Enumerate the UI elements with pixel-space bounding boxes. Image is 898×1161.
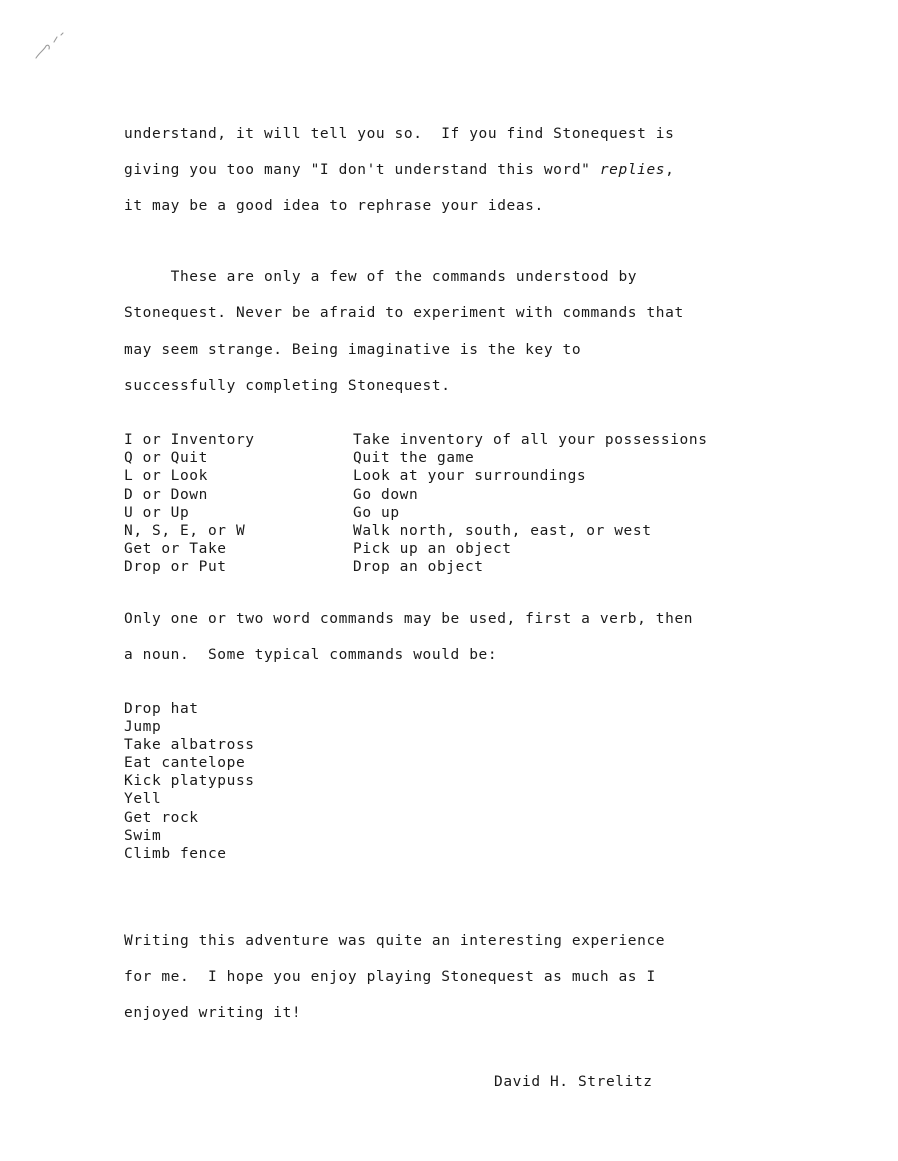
example-command: Kick platypuss — [124, 773, 255, 790]
commands-table — [124, 431, 708, 577]
paragraph2-line-1: These are only a few of the commands understood by — [124, 269, 638, 285]
command-desc: Look at your surroundings — [353, 468, 587, 485]
example-command: Climb fence — [124, 845, 227, 862]
command-key: Get or Take — [124, 541, 227, 558]
command-key: I or Inventory — [124, 432, 255, 448]
command-key: Drop or Put — [124, 559, 227, 576]
command-row — [124, 540, 708, 558]
example-command: Swim — [124, 827, 162, 844]
paragraph2-line-4: successfully completing Stonequest. — [124, 378, 451, 394]
command-desc: Walk north, south, east, or west — [353, 522, 652, 539]
command-desc: Go down — [353, 486, 419, 503]
paragraph2-line-2: Stonequest. Never be afraid to experiment with commands that — [124, 305, 684, 321]
intro-line-1: understand, it will tell you so. If you find Stonequest is — [124, 126, 675, 142]
intro-line-2-text: giving you too many "I don't understand this word" — [124, 162, 600, 178]
command-key: L or Look — [124, 468, 208, 485]
command-key: N, S, E, or W — [124, 522, 246, 539]
intro-line-2 — [124, 162, 674, 178]
command-row — [124, 558, 708, 576]
intro-line-2-italic: replies — [599, 162, 666, 178]
command-desc: Take inventory of all your possessions — [353, 432, 708, 448]
closing-line-3: enjoyed writing it! — [124, 1005, 302, 1021]
command-row — [124, 486, 708, 504]
example-command: Jump — [124, 719, 162, 736]
command-key: U or Up — [124, 504, 190, 521]
intro-line-3: it may be a good idea to rephrase your ideas. — [124, 198, 544, 214]
command-row — [124, 504, 708, 522]
command-row — [124, 431, 708, 449]
example-command: Yell — [124, 791, 162, 808]
example-command: Get rock — [124, 809, 199, 826]
command-desc: Go up — [353, 504, 400, 521]
closing-line-2: for me. I hope you enjoy playing Stonequest as much as I — [124, 969, 656, 985]
intro-line-2-end: , — [665, 162, 675, 178]
command-key: Q or Quit — [124, 450, 208, 467]
examples-list — [124, 700, 255, 863]
closing-line-1: Writing this adventure was quite an interesting experience — [124, 933, 666, 949]
example-command: Drop hat — [124, 701, 199, 717]
example-command: Take albatross — [124, 737, 255, 754]
author-signature: David H. Strelitz — [494, 1074, 653, 1090]
pen-mark-icon — [30, 28, 70, 68]
paragraph2-line-3: may seem strange. Being imaginative is the key to — [124, 342, 582, 358]
command-desc: Quit the game — [353, 450, 475, 467]
usage-line-1: Only one or two word commands may be used, first a verb, then — [124, 611, 694, 627]
command-row — [124, 449, 708, 467]
example-command: Eat cantelope — [124, 755, 246, 772]
command-row — [124, 522, 708, 540]
command-desc: Drop an object — [353, 559, 484, 576]
command-row — [124, 467, 708, 485]
usage-line-2: a noun. Some typical commands would be: — [124, 647, 498, 663]
command-key: D or Down — [124, 486, 208, 503]
command-desc: Pick up an object — [353, 541, 512, 558]
